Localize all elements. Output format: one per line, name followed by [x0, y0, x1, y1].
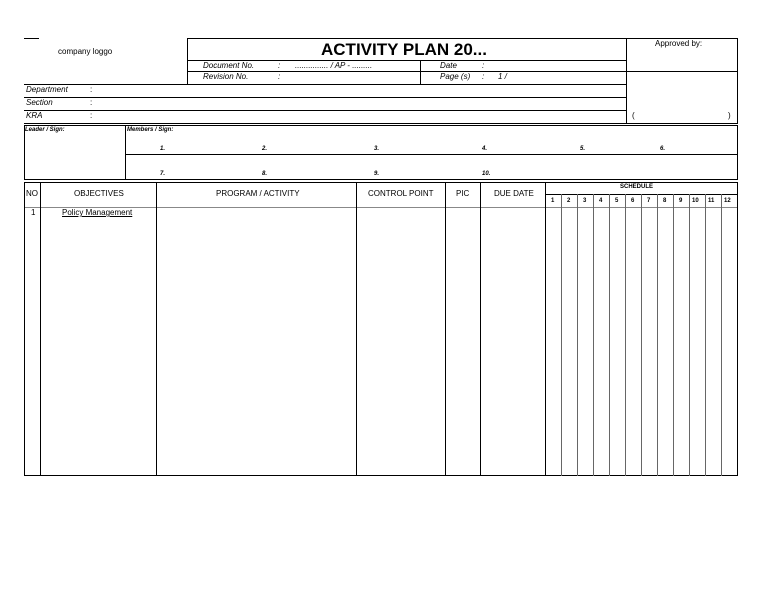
- revision-no-separator: :: [278, 72, 281, 81]
- column-header-pic: PIC: [456, 189, 470, 198]
- month-header: 2: [567, 198, 571, 204]
- company-logo-placeholder: company loggo: [58, 47, 113, 56]
- member-slot: 8.: [262, 171, 268, 177]
- pages-separator: :: [482, 72, 485, 81]
- column-header-program: PROGRAM / ACTIVITY: [216, 189, 300, 198]
- pages-value: 1 /: [498, 72, 507, 81]
- member-slot: 5.: [580, 146, 586, 152]
- document-no-separator: :: [278, 61, 281, 70]
- month-header: 1: [551, 198, 555, 204]
- column-header-control-point: CONTROL POINT: [368, 189, 434, 198]
- month-header: 5: [615, 198, 619, 204]
- column-header-schedule: SCHEDULE: [620, 184, 654, 190]
- department-label: Department: [26, 85, 68, 94]
- month-header: 9: [679, 198, 683, 204]
- document-no-value: ............... / AP - .........: [295, 61, 373, 70]
- month-header: 6: [631, 198, 635, 204]
- member-slot: 3.: [374, 146, 380, 152]
- objective-cell: Policy Management: [62, 208, 133, 217]
- member-slot: 9.: [374, 171, 380, 177]
- column-header-objectives: OBJECTIVES: [74, 189, 124, 198]
- month-header: 8: [663, 198, 667, 204]
- month-header: 4: [599, 198, 603, 204]
- approved-by-label: Approved by:: [655, 39, 703, 48]
- approval-signature-open: (: [632, 111, 635, 120]
- member-slot: 10.: [482, 171, 491, 177]
- approval-signature-close: ): [728, 111, 731, 120]
- member-slot: 7.: [160, 171, 166, 177]
- month-header: 11: [708, 198, 715, 204]
- kra-label: KRA: [26, 111, 43, 120]
- pages-label: Page (s): [440, 72, 471, 81]
- member-slot: 6.: [660, 146, 666, 152]
- month-header: 3: [583, 198, 587, 204]
- page-title: ACTIVITY PLAN 20...: [321, 40, 487, 59]
- column-header-no: NO: [26, 189, 38, 198]
- revision-no-label: Revision No.: [203, 72, 249, 81]
- kra-separator: :: [90, 111, 93, 120]
- month-header: 10: [692, 198, 699, 204]
- date-label: Date: [440, 61, 457, 70]
- member-slot: 2.: [262, 146, 268, 152]
- member-slot: 1.: [160, 146, 166, 152]
- member-slot: 4.: [482, 146, 488, 152]
- column-header-due-date: DUE DATE: [494, 189, 534, 198]
- month-header: 12: [724, 198, 731, 204]
- row-number: 1: [31, 208, 36, 217]
- leader-sign-label: Leader / Sign:: [25, 127, 65, 133]
- section-separator: :: [90, 98, 93, 107]
- department-separator: :: [90, 85, 93, 94]
- date-separator: :: [482, 61, 485, 70]
- document-no-label: Document No.: [203, 61, 255, 70]
- members-sign-label: Members / Sign:: [127, 127, 174, 133]
- month-header: 7: [647, 198, 651, 204]
- section-label: Section: [26, 98, 53, 107]
